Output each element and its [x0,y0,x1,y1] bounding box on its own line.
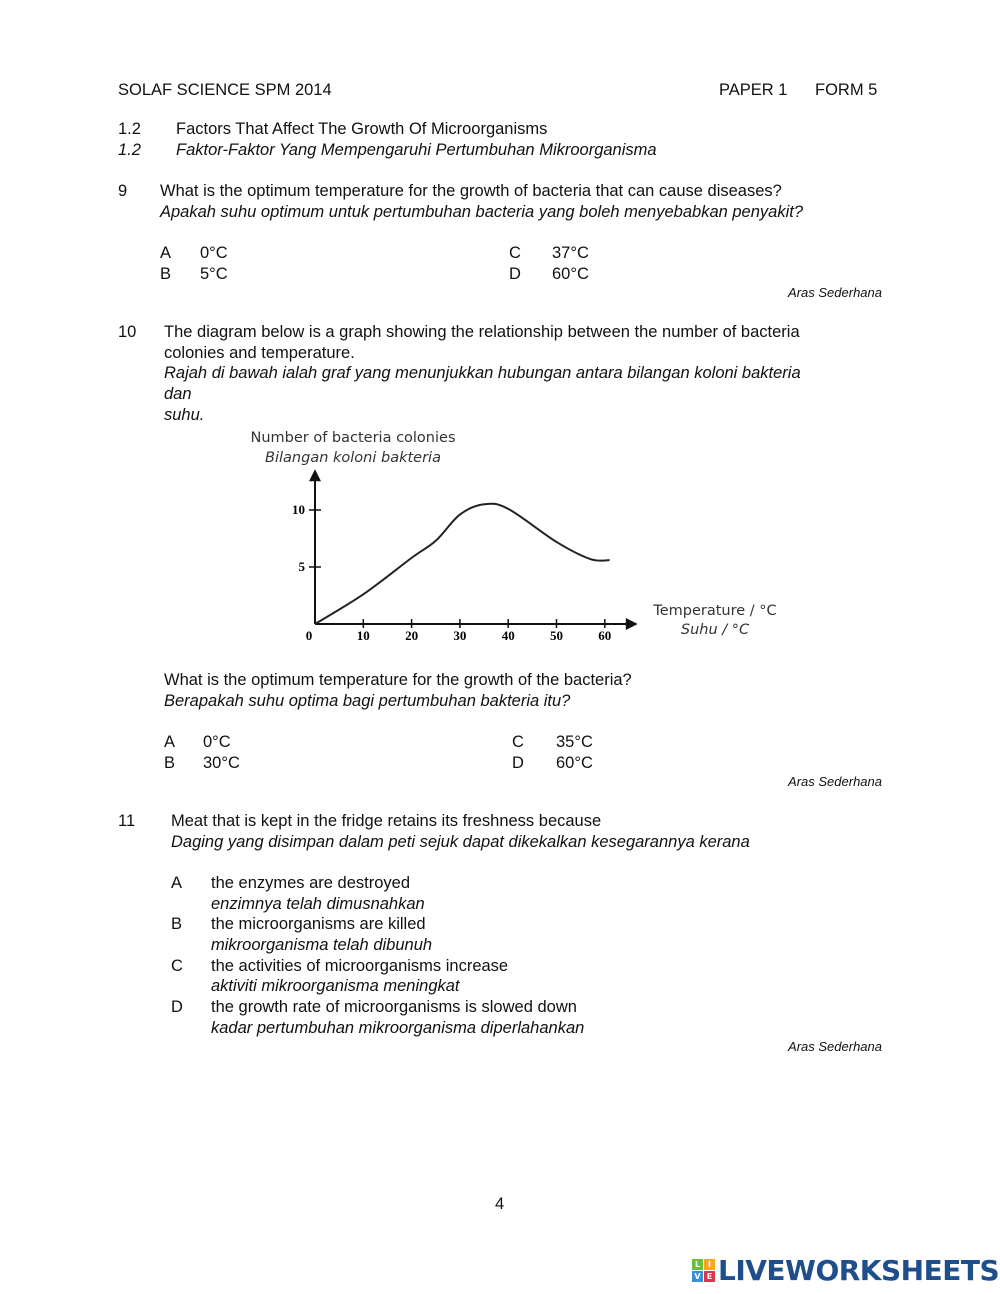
option-letter[interactable]: B [160,265,172,283]
y-tick-label: 10 [292,502,305,517]
option-letter[interactable]: C [512,733,524,751]
question-text-ms-line1: Rajah di bawah ialah graf yang menunjukkan hubungan antara bilangan koloni bakteria [164,364,801,382]
logo-tile: I [704,1259,715,1270]
y-tick-label: 5 [298,559,305,574]
option-text[interactable]: 37°C [552,244,589,262]
logo-tile: V [692,1271,703,1282]
option-letter[interactable]: A [171,874,183,892]
option-letter[interactable]: A [164,733,176,751]
option-text-ms: kadar pertumbuhan mikroorganisma diperlahankan [211,1019,585,1037]
y-axis-label-ms: Bilangan koloni bakteria [265,450,441,466]
header-left: SOLAF SCIENCE SPM 2014 [118,81,332,99]
option-letter[interactable]: C [509,244,521,262]
option-text-ms: enzimnya telah dimusnahkan [211,895,425,913]
question-number: 10 [118,323,137,341]
x-tick-label: 30 [453,628,467,643]
section-title-ms: Faktor-Faktor Yang Mempengaruhi Pertumbuhan Mikroorganisma [176,141,657,159]
x-tick-label: 50 [550,628,563,643]
option-text[interactable]: 0°C [203,733,231,751]
question-number: 11 [118,812,136,830]
question-text-ms-line2: dan [164,385,192,403]
question-text-ms: Apakah suhu optimum untuk pertumbuhan bacteria yang boleh menyebabkan penyakit? [160,203,804,221]
option-text-en[interactable]: the enzymes are destroyed [211,874,411,892]
question-text-en-line1: The diagram below is a graph showing the relationship between the number of bacteria [164,323,800,341]
option-letter[interactable]: C [171,957,183,975]
option-letter[interactable]: B [164,754,176,772]
x-tick-label: 20 [405,628,419,643]
option-letter[interactable]: D [509,265,521,283]
x-tick-label: 60 [598,628,612,643]
y-axis-arrow-icon [309,469,321,481]
question-text-ms-line3: suhu. [164,406,205,424]
option-text[interactable]: 0°C [200,244,228,262]
section-number-ms: 1.2 [118,141,141,159]
x-axis-arrow-icon [626,618,638,630]
option-text[interactable]: 5°C [200,265,228,283]
y-axis-label: Number of bacteria colonies [250,430,456,446]
logo-text: LIVEWORKSHEETS [718,1254,1000,1287]
header-form: FORM 5 [815,81,878,99]
difficulty-level: Aras Sederhana [788,285,882,300]
logo-tile: E [704,1271,715,1282]
option-text-en[interactable]: the growth rate of microorganisms is slowed down [211,998,577,1016]
page-number: 4 [495,1195,505,1213]
section-title-en: Factors That Affect The Growth Of Microorganisms [176,120,548,138]
logo-tiles-icon [692,1259,715,1282]
question-number: 9 [118,182,128,200]
difficulty-level: Aras Sederhana [788,1039,882,1054]
option-text-en[interactable]: the activities of microorganisms increase [211,957,509,975]
question-text-en-line2: colonies and temperature. [164,344,355,362]
option-text[interactable]: 60°C [556,754,593,772]
x-tick-label: 10 [356,628,370,643]
question-text-ms: Daging yang disimpan dalam peti sejuk dapat dikekalkan kesegarannya kerana [171,833,750,851]
option-text[interactable]: 35°C [556,733,593,751]
option-text-en[interactable]: the microorganisms are killed [211,915,426,933]
series-line-bacteria-colonies [315,504,610,624]
question-text-en: Meat that is kept in the fridge retains its freshness because [171,812,602,830]
option-letter[interactable]: D [171,998,183,1016]
section-number: 1.2 [118,120,141,138]
x-axis-label: Temperature / °C [653,603,777,619]
question-text-en: What is the optimum temperature for the growth of bacteria that can cause diseases? [160,182,782,200]
sub-question-en: What is the optimum temperature for the growth of the bacteria? [164,671,632,689]
x-axis-label-ms: Suhu / °C [680,622,750,638]
option-letter[interactable]: D [512,754,524,772]
option-letter[interactable]: B [171,915,183,933]
option-text[interactable]: 60°C [552,265,589,283]
origin-label: 0 [305,628,313,643]
difficulty-level: Aras Sederhana [788,774,882,789]
logo-tile: L [692,1259,703,1270]
sub-question-ms: Berapakah suhu optima bagi pertumbuhan bakteria itu? [164,692,571,710]
option-text-ms: aktiviti mikroorganisma meningkat [211,977,460,995]
option-text[interactable]: 30°C [203,754,240,772]
option-text-ms: mikroorganisma telah dibunuh [211,936,433,954]
liveworksheets-logo[interactable] [692,1254,999,1287]
x-tick-label: 40 [501,628,515,643]
option-letter[interactable]: A [160,244,172,262]
header-paper: PAPER 1 [719,81,788,99]
